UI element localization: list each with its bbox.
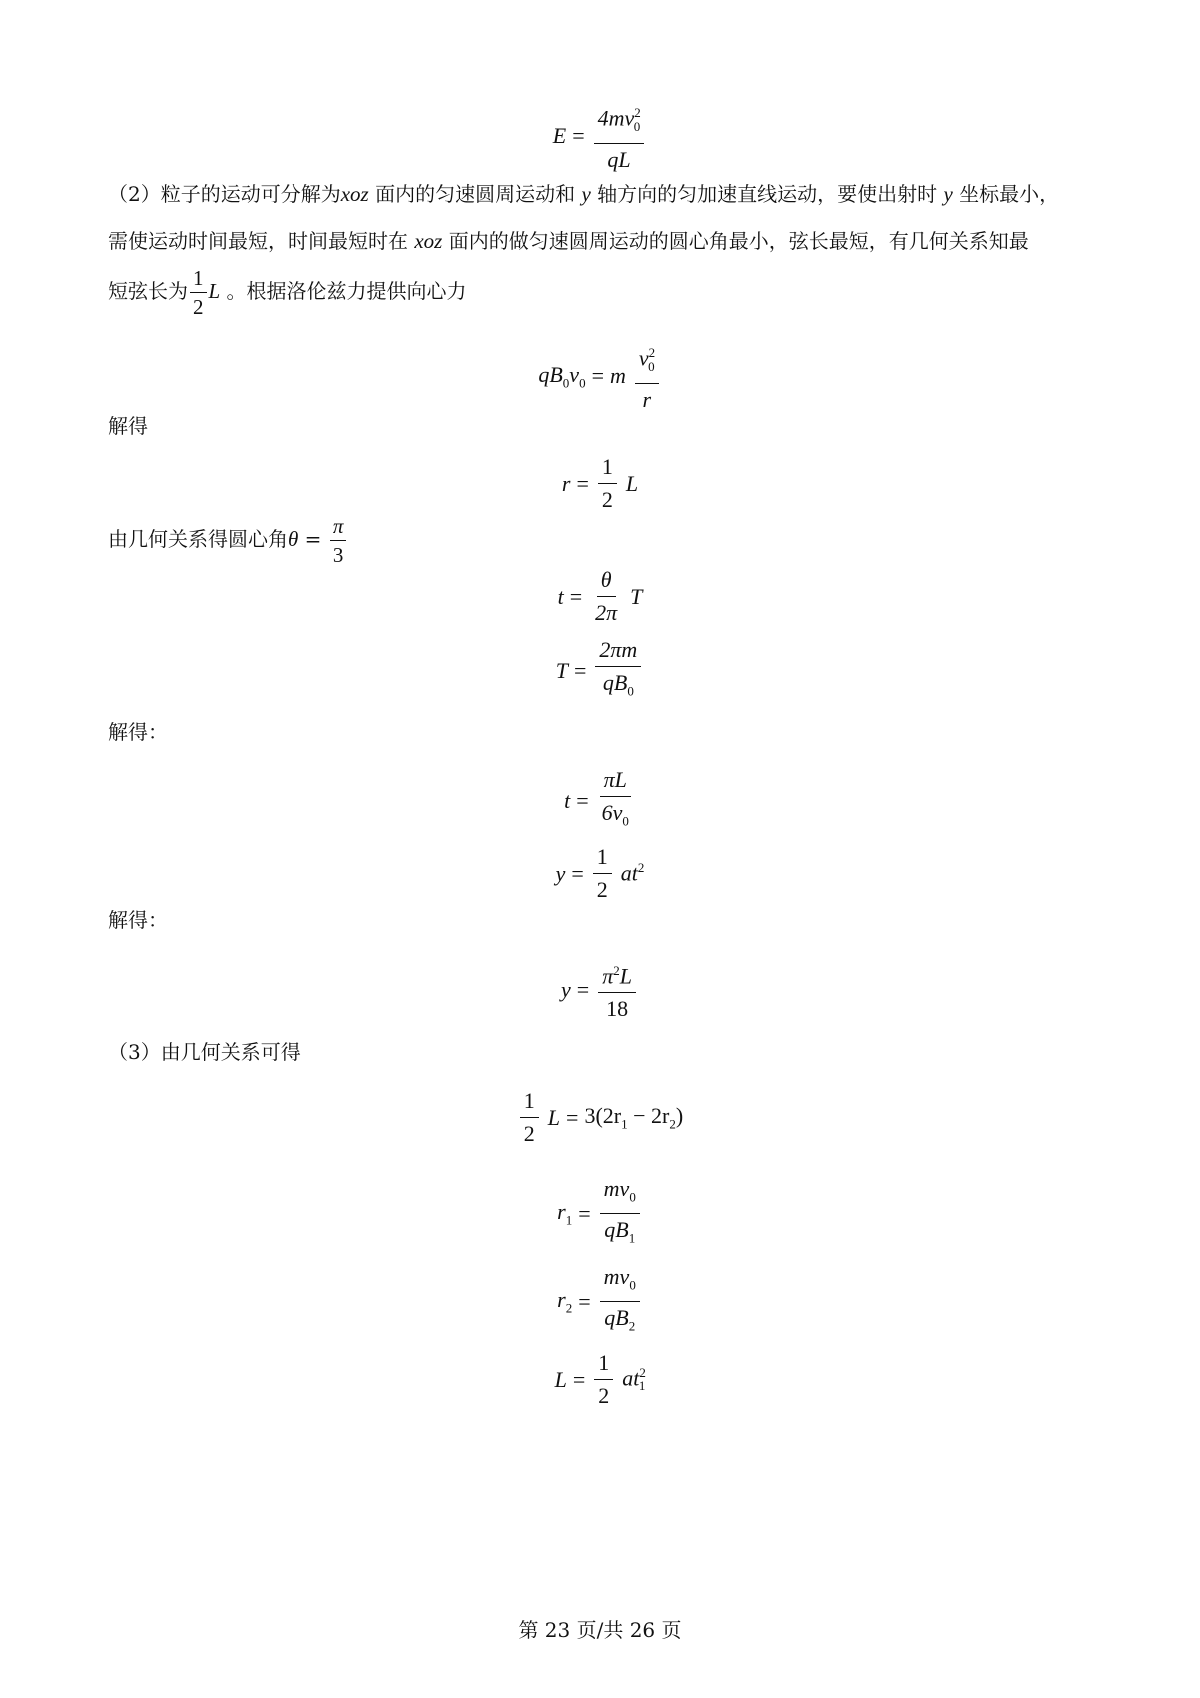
equation-r2: $r_2$ = $\frac{mv_0}{qB_2}$ (0, 1264, 1200, 1340)
equation-time-angle: t = $\frac{\theta}{2\pi}$ T (557, 567, 643, 625)
equation-radius: r = $\frac{1}{2}$ L (561, 454, 639, 512)
page-footer: 第 23 页/共 26 页 (518, 1618, 682, 1642)
equation-L: L = $\frac{1}{2}$ $at^2_1$ (554, 1350, 646, 1408)
equation-r1: $r_1$ = $\frac{mv_0}{qB_1}$ (0, 1176, 1200, 1252)
label-jiede-3: 解得： (108, 908, 168, 932)
paragraph-part2-line2: 需使运动时间最短，时间最短时在 xoz 面内的做匀速圆周运动的圆心角最小，弦长最短，有几何关系知最 (108, 229, 1029, 253)
equation-y-result: y = $\frac{\pi^2L}{18}$ (0, 958, 1200, 1022)
label-jiede-1: 解得 (108, 414, 148, 438)
equation-lorentz-force: $qB_0v_0$ = m $\frac{v^2_0}{r}$ (0, 340, 1200, 413)
paragraph-part2-line3: 短弦长为 $\frac{1}{2}$ L 。根据洛伦兹力提供向心力 (108, 266, 467, 319)
label-jiede-2: 解得： (108, 720, 168, 744)
equation-time-result: t = $\frac{\pi L}{6v_0}$ (564, 767, 629, 829)
equation-geometry: $\frac{1}{2}$ L = $3(2r_1 - 2r_2)$ (0, 1088, 1200, 1147)
paragraph-part3: （3）由几何关系可得 (108, 1040, 301, 1064)
paragraph-central-angle: 由几何关系得圆心角θ = $\frac{\pi}{3}$ (108, 514, 1098, 567)
paragraph-part2-line1: （2）粒子的运动可分解为xoz 面内的匀速圆周运动和 y 轴方向的匀加速直线运动，要使出射时 y 坐标最小， (108, 182, 1060, 206)
inline-fraction-half: $\frac{1}{2}$ (190, 266, 207, 319)
equation-displacement: y = $\frac{1}{2}$ $at^2$ (555, 844, 645, 902)
fraction: $\frac{4mv^2_0}{qL}$ (594, 100, 645, 173)
equation-period: T = $\frac{2\pi m}{qB_0}$ (0, 637, 1200, 704)
equation-electric-field: E = $\frac{4mv^2_0}{qL}$ (0, 100, 1200, 173)
fraction: $\frac{v^2_0}{r}$ (635, 340, 659, 413)
